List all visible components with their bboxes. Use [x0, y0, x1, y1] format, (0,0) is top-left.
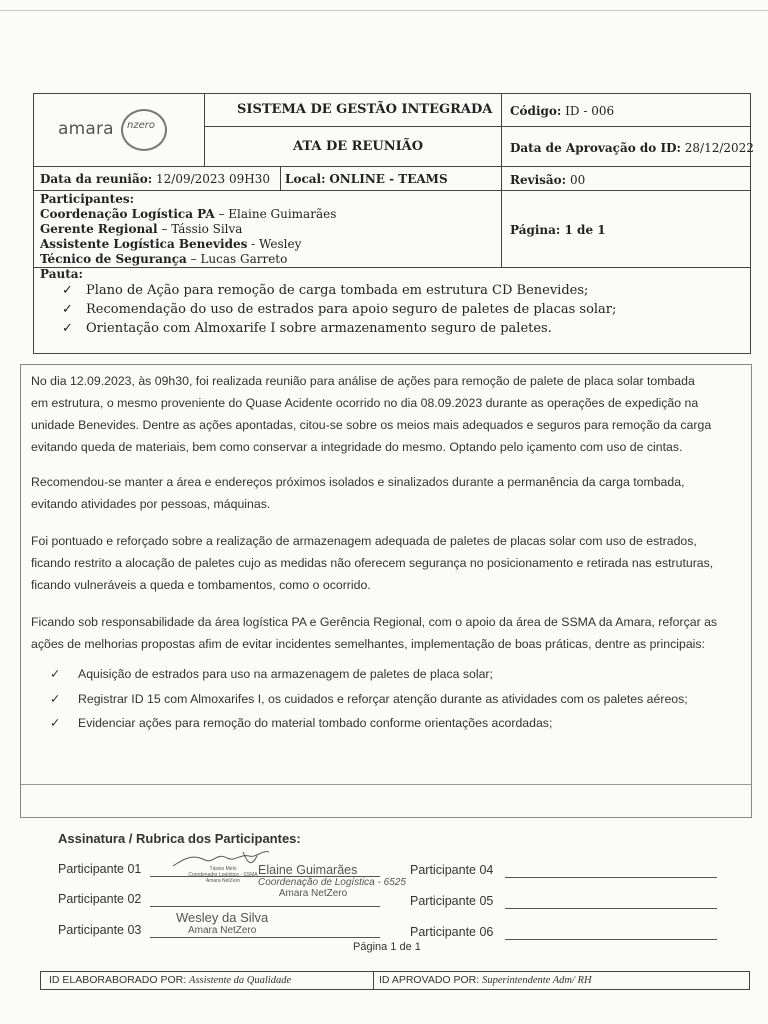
signature-line	[150, 937, 380, 938]
logo-badge-icon: nzero	[121, 109, 167, 151]
page-top-edge	[0, 10, 768, 11]
action-item: ✓ Aquisição de estrados para uso na armazenagem de paletes de placa solar;	[50, 667, 493, 681]
check-icon: ✓	[50, 692, 61, 706]
check-icon: ✓	[62, 283, 73, 298]
paragraph-3: Foi pontuado e reforçado sobre a realização de armazenagem adequada de paletes de placas solar com uso de estrados, ficando restrito a alocação de paletes cujo as medidas não oferecem segurança no posicionamento e retirada nas estruturas, ficando vulneráveis a queda e tombamentos, como o ocorrido.	[31, 534, 714, 592]
action-item: ✓ Registrar ID 15 com Almoxarifes I, os cuidados e reforçar atenção durante as atividades com os paletes aéreos;	[50, 692, 688, 706]
check-icon: ✓	[50, 667, 61, 681]
signature-line	[505, 939, 717, 940]
footer-table	[40, 971, 750, 990]
meeting-date-field: Data da reunião: 12/09/2023 09H30	[40, 172, 271, 186]
signature-line	[505, 908, 717, 909]
footer-aprovado: ID APROVADO POR: Superintendente Adm/ RH	[379, 974, 592, 986]
participant-row: Técnico de Segurança – Lucas Garreto	[40, 252, 288, 266]
participant-row: Gerente Regional – Tássio Silva	[40, 222, 243, 236]
signatures-title: Assinatura / Rubrica dos Participantes:	[58, 831, 301, 846]
check-icon: ✓	[62, 321, 73, 336]
signature-label: Participante 02	[58, 892, 142, 906]
revision-field: Revisão: 00	[510, 173, 586, 187]
aprovacao-field: Data de Aprovação do ID: 28/12/2022	[510, 141, 754, 155]
agenda-label: Pauta:	[40, 267, 83, 281]
paragraph-1: No dia 12.09.2023, às 09h30, foi realizada reunião para análise de ações para remoção de palete de placa solar tombada em estrutura, o mesmo proveniente do Quase Acidente ocorrido no dia 08.09.2023 durante as operações de expedição na unidade Benevides. Dentre as ações apontadas, citou-se sobre os meios mais adequados e seguros para remoção da carga evitando queda de materiais, bem como conservar a integridade do mesmo. Optando pelo içamento com uso de cintas.	[31, 374, 712, 454]
participant-row: Coordenação Logística PA – Elaine Guimarães	[40, 207, 337, 221]
signature-label: Participante 01	[58, 862, 142, 876]
stamp-elaine: Elaine Guimarães Coordenação de Logística - 6525 Amara NetZero	[258, 863, 406, 899]
agenda-item: ✓ Plano de Ação para remoção de carga tombada em estrutura CD Benevides;	[62, 283, 589, 298]
meeting-location-field: Local: ONLINE - TEAMS	[285, 172, 448, 186]
footer-elaborado: ID ELABORABORADO POR: Assistente da Qualidade	[49, 974, 292, 986]
participants-label: Participantes:	[40, 192, 135, 206]
check-icon: ✓	[50, 716, 61, 730]
codigo-field: Código: ID - 006	[510, 104, 615, 118]
agenda-item: ✓ Recomendação do uso de estrados para apoio seguro de paletes de placas solar;	[62, 302, 617, 317]
action-item: ✓ Evidenciar ações para remoção do material tombado conforme orientações acordadas;	[50, 716, 553, 730]
agenda-item: ✓ Orientação com Almoxarife I sobre armazenamento seguro de paletes.	[62, 321, 552, 336]
signature-label: Participante 05	[410, 894, 494, 908]
signature-label: Participante 04	[410, 863, 494, 877]
system-title: SISTEMA DE GESTÃO INTEGRADA	[237, 102, 493, 117]
signature-label: Participante 06	[410, 925, 494, 939]
participant-row: Assistente Logística Benevides - Wesley	[40, 237, 302, 251]
signature-line	[150, 906, 380, 907]
check-icon: ✓	[62, 302, 73, 317]
signature-line	[505, 877, 717, 878]
signature-page-number: Página 1 de 1	[353, 941, 421, 953]
stamp-tassio: Tássio Melo Coordenador Logístico - SSMA Amara NetZero	[188, 866, 258, 884]
paragraph-4: Ficando sob responsabilidade da área logística PA e Gerência Regional, com o apoio da área de SSMA da Amara, reforçar as ações de melhorias propostas afim de evitar incidentes semelhantes, implementação de boas práticas, dentre as principais:	[31, 615, 718, 651]
logo-wordmark: amara	[58, 119, 114, 139]
stamp-wesley: Wesley da Silva Amara NetZero	[176, 910, 269, 936]
signature-label: Participante 03	[58, 923, 142, 937]
document-title: ATA DE REUNIÃO	[293, 139, 424, 154]
page-number-field: Página: 1 de 1	[510, 223, 606, 237]
company-logo	[58, 104, 188, 150]
paragraph-2: Recomendou-se manter a área e endereços próximos isolados e sinalizados durante a permanência da carga tombada, evitando atividades por pessoas, máquinas.	[31, 475, 685, 511]
